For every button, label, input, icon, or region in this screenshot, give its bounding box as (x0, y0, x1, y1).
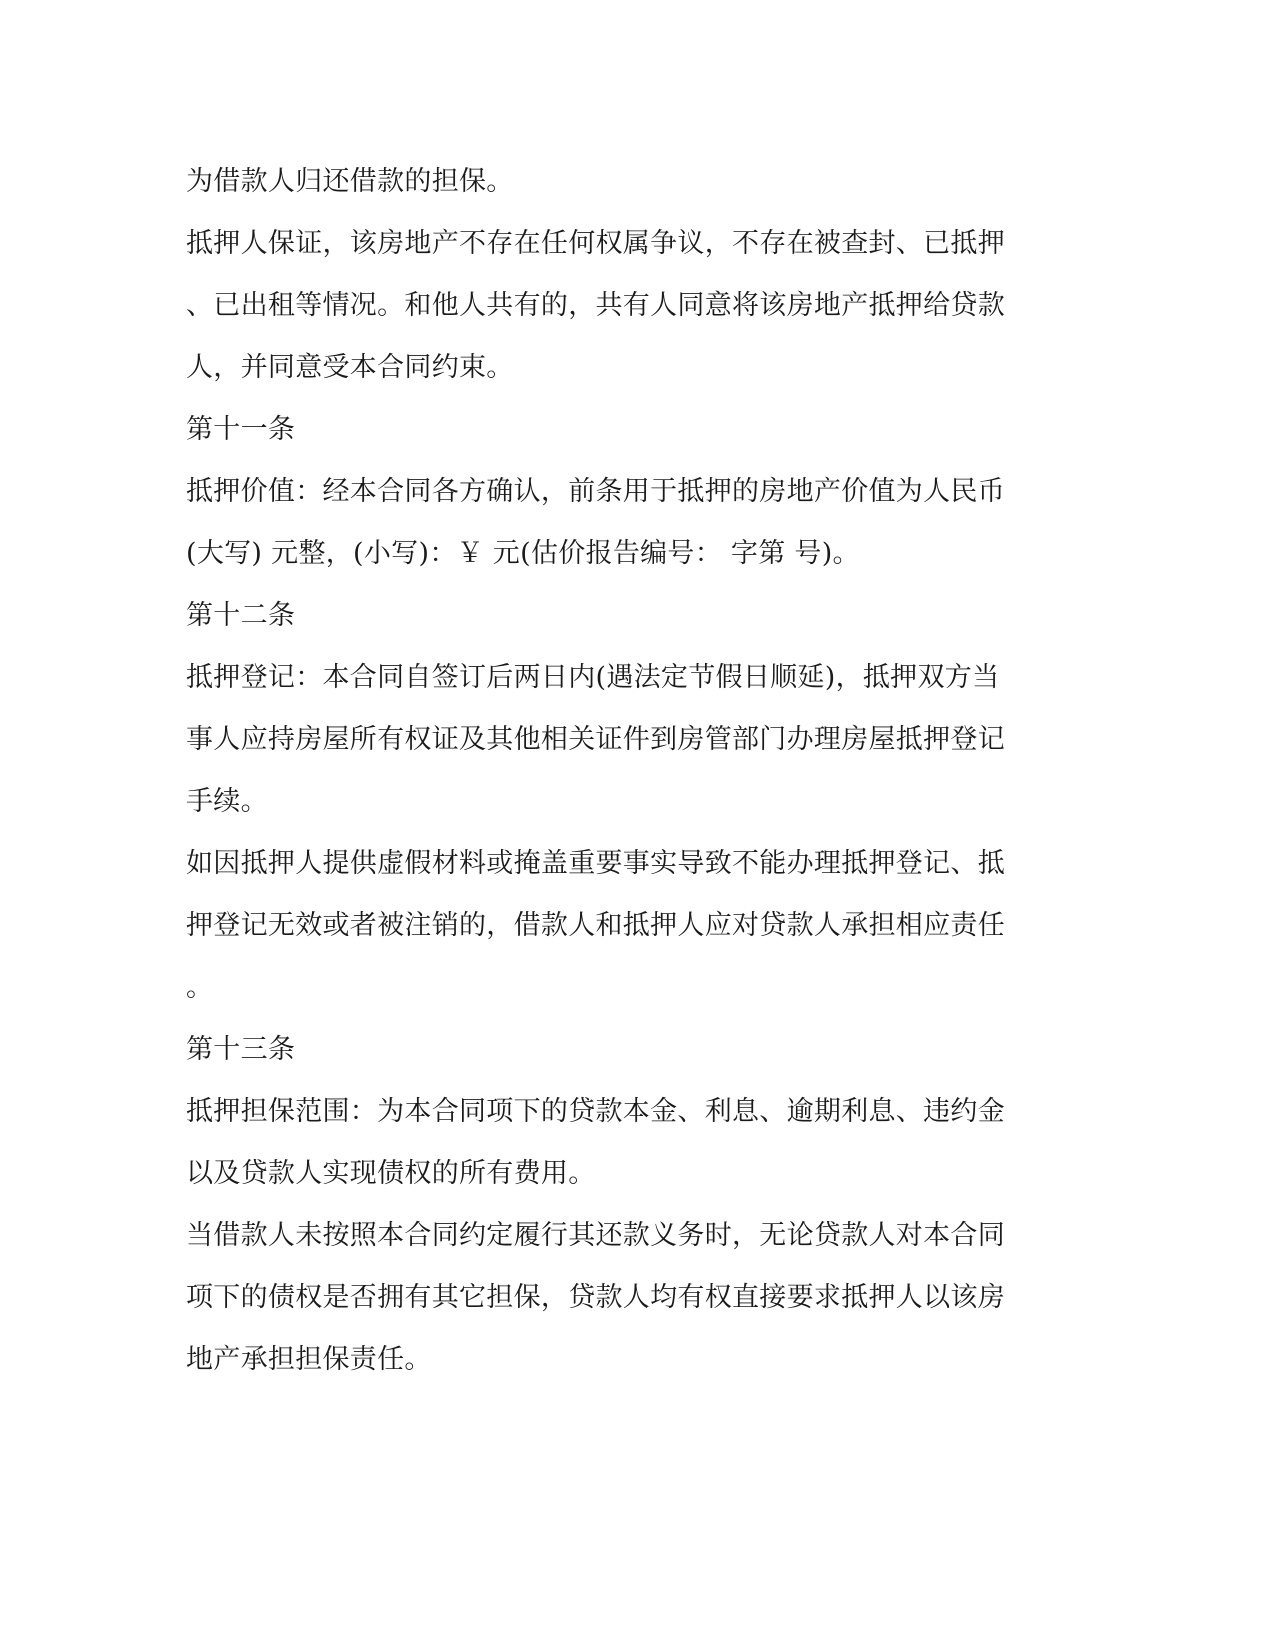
paragraph-mortgage-value-line-1: 抵押价值：经本合同各方确认，前条用于抵押的房地产价值为人民币 (186, 476, 1005, 507)
paragraph-mortgage-value-line-2: (大写) 元整，(小写)：￥ 元(估价报告编号： 字第 号)。 (186, 538, 860, 569)
paragraph-mortgagor-warranty-line-3: 人，并同意受本合同约束。 (186, 352, 514, 383)
paragraph-mortgagor-warranty-line-2: 、已出租等情况。和他人共有的，共有人同意将该房地产抵押给贷款 (186, 290, 1005, 321)
paragraph-default-remedy-line-2: 项下的债权是否拥有其它担保，贷款人均有权直接要求抵押人以该房 (186, 1282, 1005, 1313)
paragraph-mortgagor-warranty-line-1: 抵押人保证，该房地产不存在任何权属争议，不存在被查封、已抵押 (186, 228, 1005, 259)
paragraph-guarantee-scope-line-1: 抵押担保范围：为本合同项下的贷款本金、利息、逾期利息、违约金 (186, 1096, 1005, 1127)
article-11-heading: 第十一条 (186, 414, 296, 445)
paragraph-registration-line-1: 抵押登记：本合同自签订后两日内(遇法定节假日顺延)，抵押双方当 (186, 662, 1000, 693)
paragraph-registration-line-2: 事人应持房屋所有权证及其他相关证件到房管部门办理房屋抵押登记 (186, 724, 1005, 755)
paragraph-false-material-line-2: 押登记无效或者被注销的，借款人和抵押人应对贷款人承担相应责任 (186, 910, 1005, 941)
paragraph-guarantee-end: 为借款人归还借款的担保。 (186, 166, 514, 197)
article-13-heading: 第十三条 (186, 1034, 296, 1065)
paragraph-default-remedy-line-1: 当借款人未按照本合同约定履行其还款义务时，无论贷款人对本合同 (186, 1220, 1005, 1251)
paragraph-false-material-line-1: 如因抵押人提供虚假材料或掩盖重要事实导致不能办理抵押登记、抵 (186, 848, 1005, 879)
article-12-heading: 第十二条 (186, 600, 296, 631)
paragraph-registration-line-3: 手续。 (186, 786, 268, 817)
paragraph-guarantee-scope-line-2: 以及贷款人实现债权的所有费用。 (186, 1158, 596, 1189)
paragraph-false-material-line-3: 。 (186, 972, 214, 1003)
paragraph-default-remedy-line-3: 地产承担担保责任。 (186, 1344, 432, 1375)
